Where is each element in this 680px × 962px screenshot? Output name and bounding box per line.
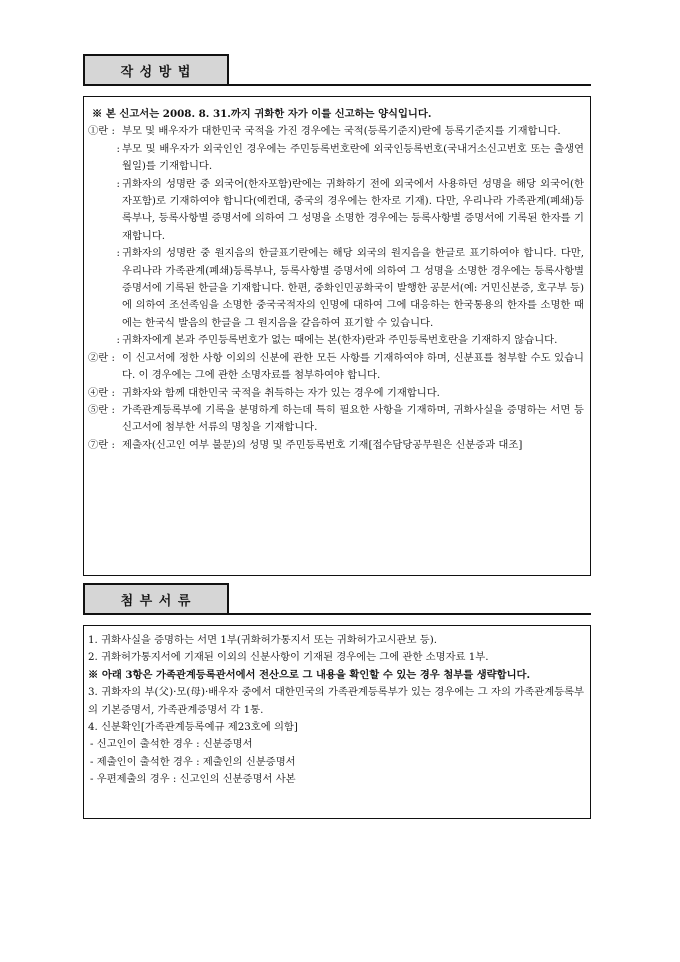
item-text: 귀화자의 성명란 중 원지음의 한글표기란에는 해당 외국의 원지음을 한글로 표기하여야 합니다. 다만, 우리나라 가족관계(폐쇄)등록부나, 등록사항별 증명서에 의하여 그 성명을 소명한 경우에는 등록사항별 증명서에 기록된 한글을 기재합니다. 한편, 중화인민공화국이 발행한 공문서(예: 거민신분증, 호구부 등)에 의하여 조선족임을 소명한 중국국적자의 인명에 대하여 그에 대응하는 한국통용의 한자를 소명한 때에는 한국식 발음의 한글을 그 원지음을 갈음하여 표기할 수 있습니다. xyxy=(122,247,584,329)
item-label: : xyxy=(116,334,120,347)
list-item xyxy=(88,332,584,349)
section-tab-writing-method xyxy=(83,54,229,85)
emphasis-text: 가족관계등록관서에서 전산으로 xyxy=(156,668,299,681)
item-label: : xyxy=(116,247,120,260)
section-title: 작 성 방 법 xyxy=(120,65,192,80)
item-text: 제출자(신고인 여부 불문)의 성명 및 주민등록번호 기재[접수담당공무원은 신분증과 대조] xyxy=(122,438,523,451)
item-text: 부모 및 배우자가 대한민국 국적을 가진 경우에는 국적(등록기준지)란에 등록기준지를 기재합니다. xyxy=(122,125,561,138)
section-tab-attachments xyxy=(83,583,229,614)
attachment-line-1: 1. 귀화사실을 증명하는 서면 1부(귀화허가통지서 또는 귀화허가고시관보 등). xyxy=(88,634,437,646)
item-text: 가족관계등록부에 기록을 분명하게 하는데 특히 필요한 사항을 기재하며, 귀화사실을 증명하는 서면 등 신고서에 첨부한 서류의 명칭을 기재합니다. xyxy=(122,403,584,434)
list-item xyxy=(88,123,584,140)
list-item xyxy=(88,402,584,437)
item-text: 부모 및 배우자가 외국인인 경우에는 주민등록번호란에 외국인등록번호(국내거소신고번호 또는 출생연월일)를 기재합니다. xyxy=(122,142,584,173)
item-label: ②란 : xyxy=(88,351,115,364)
item-label: ④란 : xyxy=(88,386,115,399)
section-rule xyxy=(83,613,591,615)
attachment-notice: ※ 아래 3항은 가족관계등록관서에서 전산으로 그 내용을 확인할 수 있는 경우 첨부를 생략합니다. xyxy=(88,668,531,681)
attachments-box xyxy=(83,625,591,819)
item-text: 귀화자에게 본과 주민등록번호가 없는 때에는 본(한자)란과 주민등록번호란을 기재하지 않습니다. xyxy=(122,334,558,347)
item-text: 귀화자의 성명란 중 외국어(한자포함)란에는 귀화하기 전에 외국에서 사용하던 성명을 해당 외국어(한자포함)로 기재하여야 합니다(예컨대, 중국의 경우에는 한자로 기재). 다만, 우리나라 가족관계(폐쇄)등록부나, 등록사항별 증명서에 의하여 그 성명을 소명한 경우에는 등록사항별 증명서에 기록된 한자를 기재합니다. xyxy=(122,177,584,242)
item-text: 귀화자와 함께 대한민국 국적을 취득하는 자가 있는 경우에 기재합니다. xyxy=(122,386,440,399)
attachment-line-3: 3. 귀화자의 부(父)·모(母)·배우자 중에서 대한민국의 가족관계등록부가 있는 경우에는 그 자의 가족관계등록부의 기본증명서, 가족관계증명서 각 1통. xyxy=(88,686,584,716)
item-label: : xyxy=(116,177,120,190)
section-rule xyxy=(83,84,591,86)
id-check-item: - 우편제출의 경우 : 신고인의 신분증명서 사본 xyxy=(90,773,296,786)
item-label: ⑦란 : xyxy=(88,438,115,451)
list-item xyxy=(88,141,584,176)
attachment-line-4: 4. 신분확인[가족관계등록예규 제23호에 의함] xyxy=(88,721,298,734)
attachment-line-2: 2. 귀화허가통지서에 기재된 이외의 신분사항이 기재된 경우에는 그에 관한 소명자료 1부. xyxy=(88,651,489,664)
list-item xyxy=(88,385,584,402)
method-item-list xyxy=(88,123,584,454)
list-item xyxy=(88,437,584,454)
section-title: 첨 부 서 류 xyxy=(120,594,192,609)
item-label: ①란 : xyxy=(88,125,115,138)
writing-method-box xyxy=(83,96,591,576)
item-label: ⑤란 : xyxy=(88,403,115,416)
id-check-item: - 제출인이 출석한 경우 : 제출인의 신분증명서 xyxy=(90,755,296,768)
list-item xyxy=(88,245,584,332)
id-check-item: - 신고인이 출석한 경우 : 신분증명서 xyxy=(90,738,253,751)
notice-line: ※ 본 신고서는 2008. 8. 31.까지 귀화한 자가 이를 신고하는 양식입니다. xyxy=(92,108,432,120)
list-item xyxy=(88,350,584,385)
list-item xyxy=(88,176,584,246)
item-label: : xyxy=(116,142,120,155)
item-text: 이 신고서에 정한 사항 이외의 신분에 관한 모든 사항를 기재하여야 하며, 신분표를 첨부할 수도 있습니다. 이 경우에는 그에 관한 소명자료를 첨부하여야 합니다. xyxy=(122,351,584,382)
